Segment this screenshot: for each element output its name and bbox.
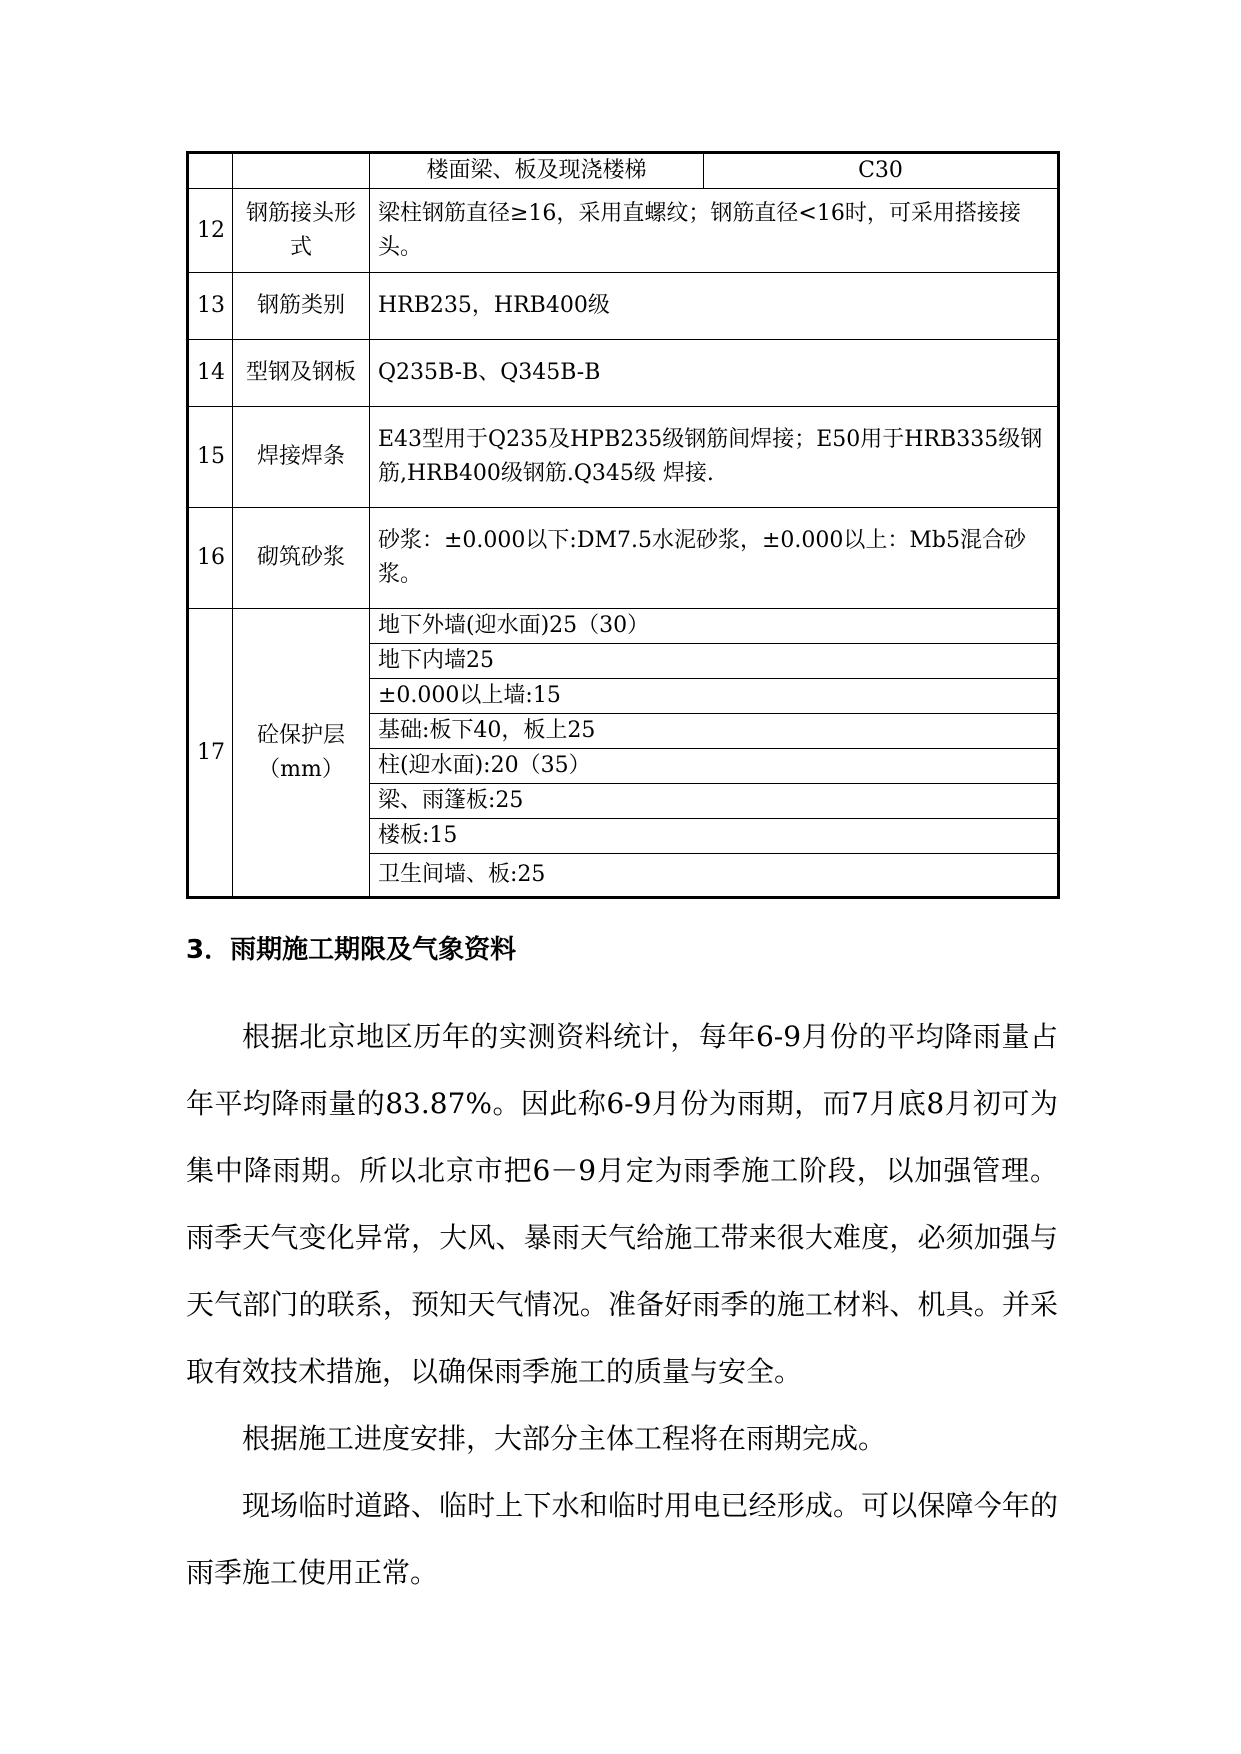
paragraph: 现场临时道路、临时上下水和临时用电已经形成。可以保障今年的雨季施工使用正常。	[186, 1489, 1058, 1589]
table-row	[188, 609, 1059, 644]
table-row	[188, 189, 1059, 273]
row-desc: E43型用于Q235及HPB235级钢筋间焊接；E50用于HRB335级钢筋,HRB400级钢筋.Q345级 焊接.	[370, 407, 1059, 508]
table-row	[188, 273, 1059, 340]
row-item: 焊接焊条	[233, 407, 370, 508]
row-number: 17	[188, 609, 233, 898]
table-row	[188, 153, 1059, 189]
row-item: 型钢及钢板	[233, 340, 370, 407]
paragraph: 根据施工进度安排，大部分主体工程将在雨期完成。	[242, 1422, 887, 1455]
row-item	[233, 153, 370, 189]
cover-item: 柱(迎水面):20（35）	[370, 749, 1059, 784]
row-item: 钢筋类别	[233, 273, 370, 340]
row-number: 16	[188, 508, 233, 609]
row-item: 砌筑砂浆	[233, 508, 370, 609]
paragraph: 根据北京地区历年的实测资料统计，每年6-9月份的平均降雨量占年平均降雨量的83.87%。因此称6-9月份为雨期，而7月底8月初可为集中降雨期。所以北京市把6－9月定为雨季施工阶段，以加强管理。雨季天气变化异常，大风、暴雨天气给施工带来很大难度，必须加强与天气部门的联系，预知天气情况。准备好雨季的施工材料、机具。并采取有效技术措施，以确保雨季施工的质量与安全。	[186, 1020, 1058, 1388]
table-row	[188, 407, 1059, 508]
row-desc: 砂浆：±0.000以下:DM7.5水泥砂浆，±0.000以上：Mb5混合砂浆。	[370, 508, 1059, 609]
row-number: 12	[188, 189, 233, 273]
cover-item: ±0.000以上墙:15	[370, 679, 1059, 714]
cover-item: 地下外墙(迎水面)25（30）	[370, 609, 1059, 644]
cover-item: 地下内墙25	[370, 644, 1059, 679]
row-number	[188, 153, 233, 189]
table-row	[188, 508, 1059, 609]
row-desc: Q235B-B、Q345B-B	[370, 340, 1059, 407]
row-number: 15	[188, 407, 233, 508]
row-desc: 楼面梁、板及现浇楼梯	[370, 153, 704, 189]
cover-item: 梁、雨篷板:25	[370, 784, 1059, 819]
row-item-unit: （mm）	[258, 756, 344, 782]
spec-table	[186, 151, 1060, 899]
row-item: 钢筋接头形式	[233, 189, 370, 273]
row-value: C30	[704, 153, 1059, 189]
row-item-label: 砼保护层	[256, 722, 345, 748]
row-number: 13	[188, 273, 233, 340]
row-desc: HRB235，HRB400级	[370, 273, 1059, 340]
section-heading: 3．雨期施工期限及气象资料	[186, 935, 517, 965]
row-item	[233, 609, 370, 898]
cover-item: 楼板:15	[370, 819, 1059, 854]
section-body	[186, 1003, 1058, 1606]
cover-item: 基础:板下40，板上25	[370, 714, 1059, 749]
table-row	[188, 340, 1059, 407]
row-desc: 梁柱钢筋直径≥16，采用直螺纹；钢筋直径<16时，可采用搭接接头。	[370, 189, 1059, 273]
cover-item: 卫生间墙、板:25	[370, 854, 1059, 898]
row-number: 14	[188, 340, 233, 407]
